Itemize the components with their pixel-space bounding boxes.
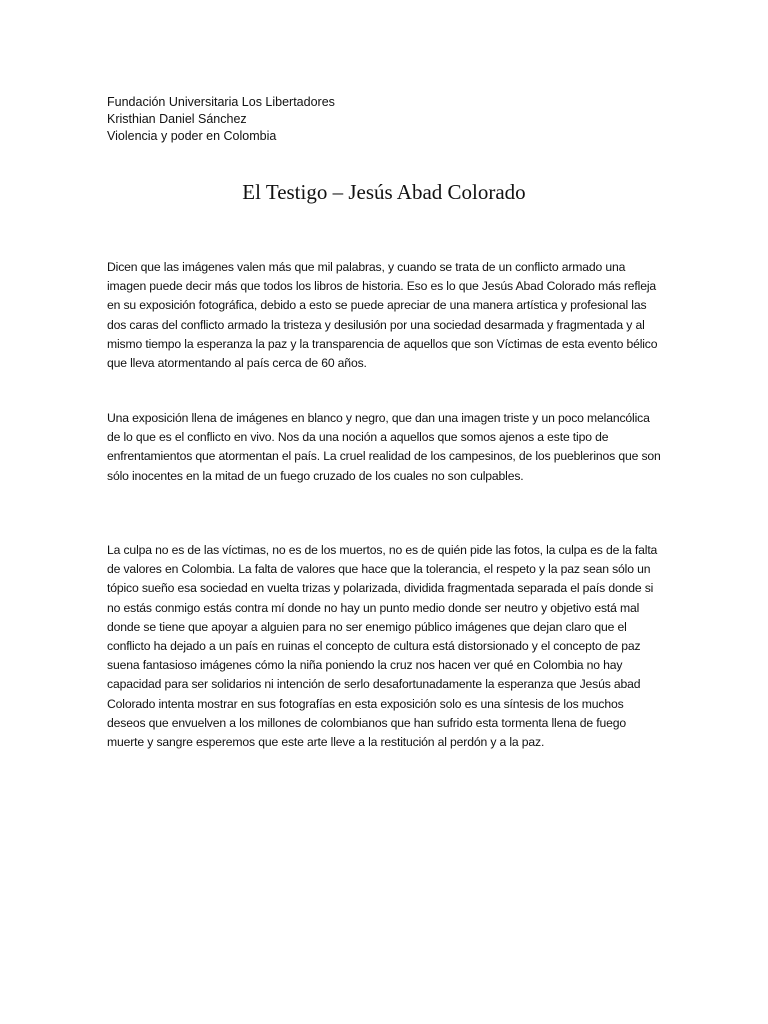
document-title: El Testigo – Jesús Abad Colorado <box>242 180 526 204</box>
course-name: Violencia y poder en Colombia <box>107 129 277 143</box>
paragraph-3: La culpa no es de las víctimas, no es de los muertos, no es de quién pide las fotos, la culpa es de la falta de valores en Colombia. La falta de valores que hace que la tolerancia, el respeto y la paz sean sólo un tópico sueño esa sociedad en vuelta trizas y polarizada, dividida fragmentada separada el país donde si no estás conmigo estás contra mí donde no hay un punto medio donde ser neutro y objetivo está mal donde se tiene que apoyar a alguien para no ser enemigo público imágenes que dejan claro que el conflicto ha dejado a un país en ruinas el concepto de cultura está distorsionado y el concepto de paz suena fantasioso imágenes cómo la niña poniendo la cruz nos hacen ver qué en Colombia no hay capacidad para ser solidarios ni intención de serlo desafortunadamente la esperanza que Jesús abad Colorado intenta mostrar en sus fotografías en esta exposición solo es una síntesis de los muchos deseos que envuelven a los millones de colombianos que han sufrido esta tormenta llena de fuego muerte y sangre esperemos que este arte lleve a la restitución al perdón y a la paz. <box>107 543 658 750</box>
document-header <box>107 94 667 145</box>
paragraph-2: Una exposición llena de imágenes en blanco y negro, que dan una imagen triste y un poco melancólica de lo que es el conflicto en vivo. Nos da una noción a aquellos que somos ajenos a este tipo de enfrentamientos que atormentan el país. La cruel realidad de los campesinos, de los pueblerinos que son sólo inocentes en la mitad de un fuego cruzado de los cuales no son culpables. <box>107 411 661 483</box>
paragraph-1: Dicen que las imágenes valen más que mil palabras, y cuando se trata de un conflicto armado una imagen puede decir más que todos los libros de historia. Eso es lo que Jesús Abad Colorado más refleja en su exposición fotográfica, debido a esto se puede apreciar de una manera artística y profesional las dos caras del conflicto armado la tristeza y desilusión por una sociedad desarmada y fragmentada y al mismo tiempo la esperanza la paz y la transparencia de aquellos que son Víctimas de esta evento bélico que lleva atormentando al país cerca de 60 años. <box>107 260 658 371</box>
author-name: Kristhian Daniel Sánchez <box>107 112 247 126</box>
institution-name: Fundación Universitaria Los Libertadores <box>107 95 335 109</box>
